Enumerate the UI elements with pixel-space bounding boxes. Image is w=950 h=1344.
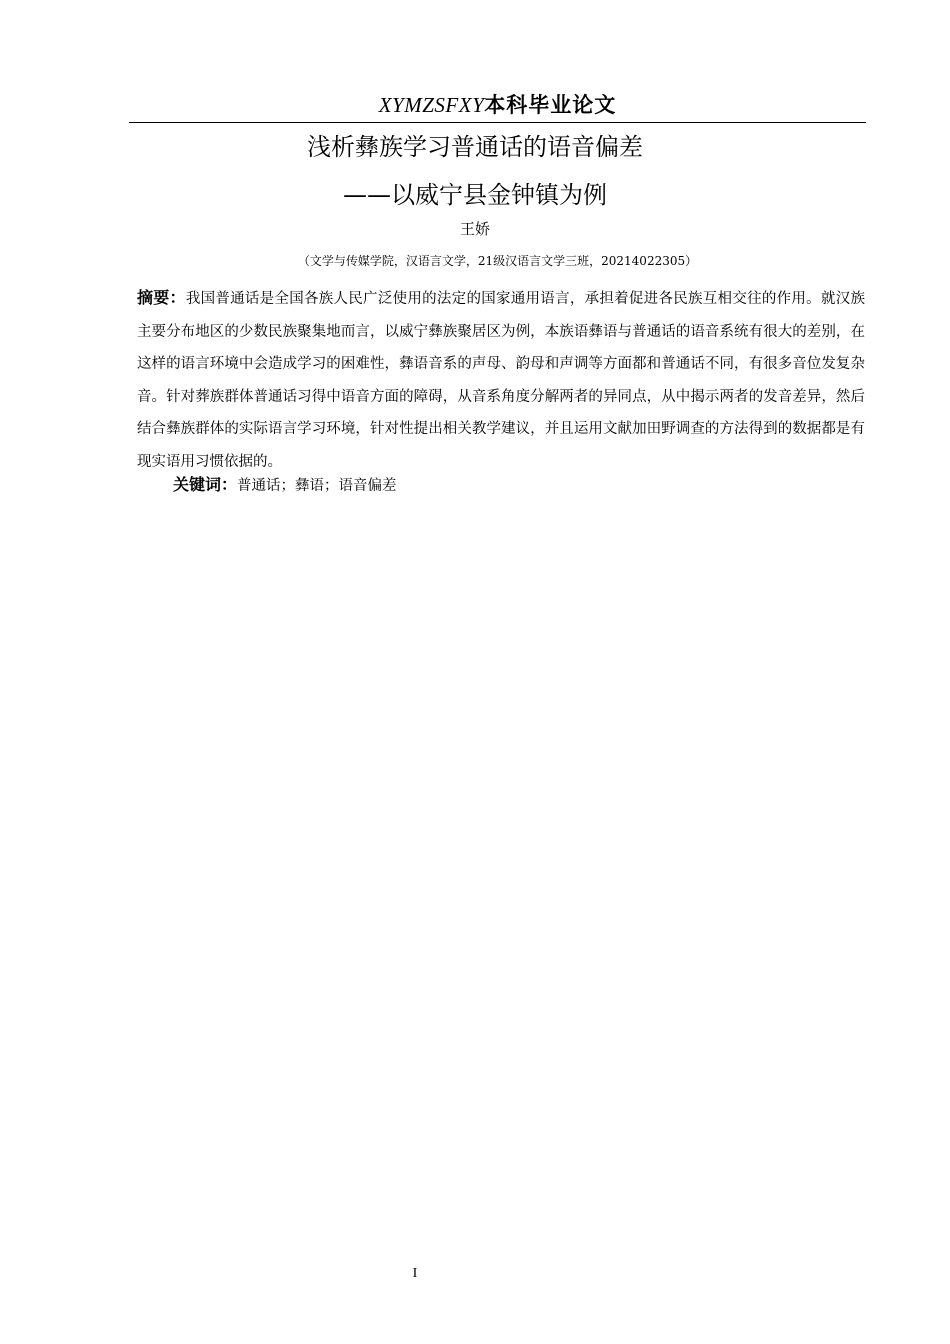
abstract-text: 我国普通话是全国各族人民广泛使用的法定的国家通用语言，承担着促进各民族互相交往的作用。就汉族主要分布地区的少数民族聚集地而言，以威宁彝族聚居区为例，本族语彝语与普通话的语音系统有很大的差别，在这样的语言环境中会造成学习的困难性，彝语音系的声母、韵母和声调等方面都和普通话不同，有很多音位发复杂音。针对葬族群体普通话习得中语音方面的障碍，从音系角度分解两者的异同点，从中揭示两者的发音差异，然后结合彝族群体的实际语言学习环境，针对性提出相关教学建议，并且运用文献加田野调查的方法得到的数据都是有现实语用习惯依据的。	[137, 291, 865, 470]
author-name: 王娇	[459, 220, 490, 238]
paper-subtitle: ——以威宁县金钟镇为例	[343, 181, 607, 209]
keywords-label: 关键词：	[173, 475, 238, 494]
paper-title: 浅析彝族学习普通话的语音偏差	[307, 133, 643, 161]
header-chinese: 本科毕业论文	[484, 93, 617, 117]
header-latin: XYMZSFXY	[378, 93, 485, 117]
abstract-paragraph	[137, 282, 865, 478]
running-header	[129, 88, 866, 123]
running-header-text	[379, 88, 617, 122]
abstract-label: 摘要：	[137, 288, 186, 307]
keywords-text: 普通话；彝语；语音偏差	[237, 478, 397, 494]
author-affiliation: （文学与传媒学院，汉语言文学，21级汉语言文学三班，20214022305）	[297, 254, 698, 268]
page-number: I	[412, 1266, 418, 1281]
keywords-line	[173, 473, 863, 498]
